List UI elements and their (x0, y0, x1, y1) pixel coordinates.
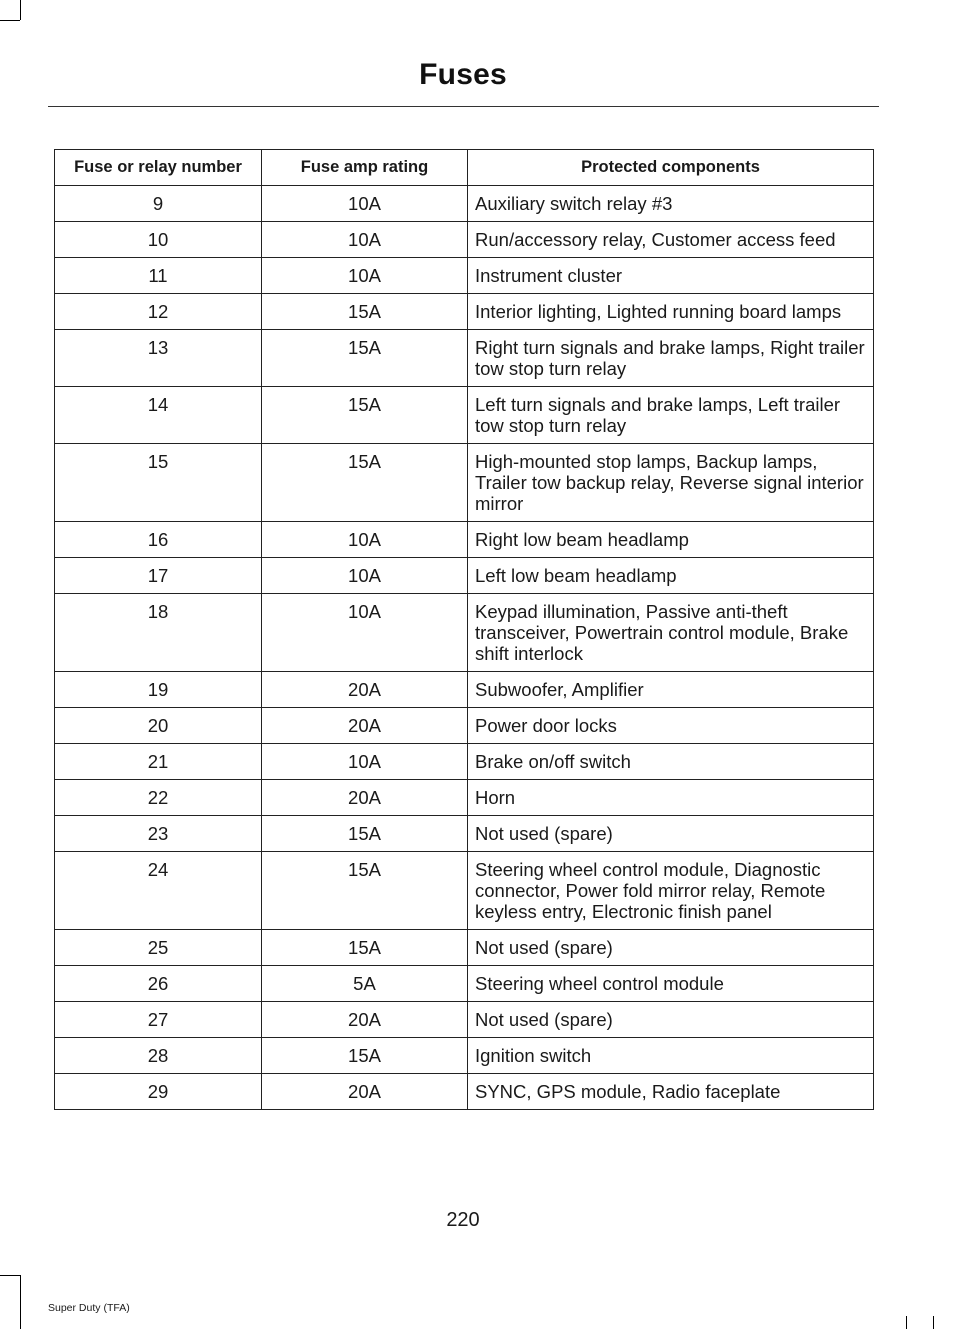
table-row (55, 387, 874, 444)
amp-rating-cell: 15A (262, 1038, 468, 1074)
fuse-number-cell: 15 (55, 444, 262, 522)
protected-components-cell: Steering wheel control module, Diagnostic connector, Power fold mirror relay, Remote keyless entry, Electronic finish panel (468, 852, 874, 930)
protected-components-cell: Ignition switch (468, 1038, 874, 1074)
protected-components-cell: Left turn signals and brake lamps, Left trailer tow stop turn relay (468, 387, 874, 444)
protected-components-cell: Power door locks (468, 708, 874, 744)
fuse-number-cell: 22 (55, 780, 262, 816)
table-row (55, 594, 874, 672)
protected-components-cell: Brake on/off switch (468, 744, 874, 780)
protected-components-cell: Not used (spare) (468, 930, 874, 966)
fuse-number-cell: 10 (55, 222, 262, 258)
table-row (55, 186, 874, 222)
protected-components-cell: Run/accessory relay, Customer access feed (468, 222, 874, 258)
protected-components-cell: Not used (spare) (468, 816, 874, 852)
fuse-number-cell: 21 (55, 744, 262, 780)
table-row (55, 258, 874, 294)
crop-mark-bottom-left-horizontal (0, 1275, 20, 1276)
protected-components-cell: High-mounted stop lamps, Backup lamps, Trailer tow backup relay, Reverse signal interior mirror (468, 444, 874, 522)
table-row (55, 816, 874, 852)
fuse-number-cell: 25 (55, 930, 262, 966)
amp-rating-cell: 15A (262, 387, 468, 444)
amp-rating-cell: 15A (262, 852, 468, 930)
crop-mark-top-left-vertical (20, 0, 21, 20)
table-row (55, 1074, 874, 1110)
table-header-row (55, 150, 874, 186)
amp-rating-cell: 5A (262, 966, 468, 1002)
crop-mark-bottom-left-vertical (20, 1275, 21, 1329)
table-row (55, 222, 874, 258)
amp-rating-cell: 20A (262, 780, 468, 816)
amp-rating-cell: 20A (262, 1074, 468, 1110)
protected-components-cell: Subwoofer, Amplifier (468, 672, 874, 708)
amp-rating-cell: 20A (262, 1002, 468, 1038)
protected-components-cell: Auxiliary switch relay #3 (468, 186, 874, 222)
protected-components-cell: Left low beam headlamp (468, 558, 874, 594)
amp-rating-cell: 10A (262, 522, 468, 558)
table-row (55, 1038, 874, 1074)
fuse-number-cell: 24 (55, 852, 262, 930)
protected-components-cell: Horn (468, 780, 874, 816)
protected-components-cell: SYNC, GPS module, Radio faceplate (468, 1074, 874, 1110)
header-amp-rating: Fuse amp rating (262, 150, 468, 186)
header-protected-components: Protected components (468, 150, 874, 186)
table-body (55, 186, 874, 1110)
amp-rating-cell: 10A (262, 222, 468, 258)
protected-components-cell: Interior lighting, Lighted running board lamps (468, 294, 874, 330)
protected-components-cell: Keypad illumination, Passive anti-theft transceiver, Powertrain control module, Brake shift interlock (468, 594, 874, 672)
fuse-number-cell: 26 (55, 966, 262, 1002)
fuse-number-cell: 20 (55, 708, 262, 744)
amp-rating-cell: 10A (262, 744, 468, 780)
amp-rating-cell: 15A (262, 294, 468, 330)
title-divider (48, 106, 879, 107)
table-row (55, 780, 874, 816)
table-row (55, 558, 874, 594)
fuse-number-cell: 29 (55, 1074, 262, 1110)
amp-rating-cell: 15A (262, 816, 468, 852)
amp-rating-cell: 15A (262, 930, 468, 966)
protected-components-cell: Steering wheel control module (468, 966, 874, 1002)
fuse-number-cell: 11 (55, 258, 262, 294)
fuse-number-cell: 9 (55, 186, 262, 222)
fuse-number-cell: 12 (55, 294, 262, 330)
amp-rating-cell: 20A (262, 672, 468, 708)
table-row (55, 522, 874, 558)
table-row (55, 852, 874, 930)
fuse-number-cell: 28 (55, 1038, 262, 1074)
amp-rating-cell: 10A (262, 258, 468, 294)
fuse-number-cell: 19 (55, 672, 262, 708)
table-row (55, 744, 874, 780)
fuse-number-cell: 16 (55, 522, 262, 558)
page-title: Fuses (419, 58, 507, 91)
amp-rating-cell: 15A (262, 330, 468, 387)
table-row (55, 294, 874, 330)
page-number: 220 (446, 1209, 480, 1231)
fuse-number-cell: 13 (55, 330, 262, 387)
protected-components-cell: Instrument cluster (468, 258, 874, 294)
crop-mark-bottom-right-vertical-2 (933, 1316, 934, 1329)
protected-components-cell: Right turn signals and brake lamps, Right trailer tow stop turn relay (468, 330, 874, 387)
amp-rating-cell: 15A (262, 444, 468, 522)
table-row (55, 1002, 874, 1038)
header-fuse-number: Fuse or relay number (55, 150, 262, 186)
table-row (55, 444, 874, 522)
table-row (55, 672, 874, 708)
fuse-number-cell: 23 (55, 816, 262, 852)
protected-components-cell: Right low beam headlamp (468, 522, 874, 558)
fuse-number-cell: 17 (55, 558, 262, 594)
table-row (55, 708, 874, 744)
fuse-number-cell: 18 (55, 594, 262, 672)
table-row (55, 966, 874, 1002)
table-row (55, 930, 874, 966)
fuse-table (54, 149, 874, 1110)
fuse-number-cell: 27 (55, 1002, 262, 1038)
amp-rating-cell: 20A (262, 708, 468, 744)
crop-mark-top-left-horizontal (0, 20, 20, 21)
amp-rating-cell: 10A (262, 594, 468, 672)
publication-label: Super Duty (TFA) (48, 1302, 130, 1314)
amp-rating-cell: 10A (262, 186, 468, 222)
table-row (55, 330, 874, 387)
crop-mark-bottom-right-vertical-1 (906, 1316, 907, 1329)
amp-rating-cell: 10A (262, 558, 468, 594)
protected-components-cell: Not used (spare) (468, 1002, 874, 1038)
fuse-number-cell: 14 (55, 387, 262, 444)
